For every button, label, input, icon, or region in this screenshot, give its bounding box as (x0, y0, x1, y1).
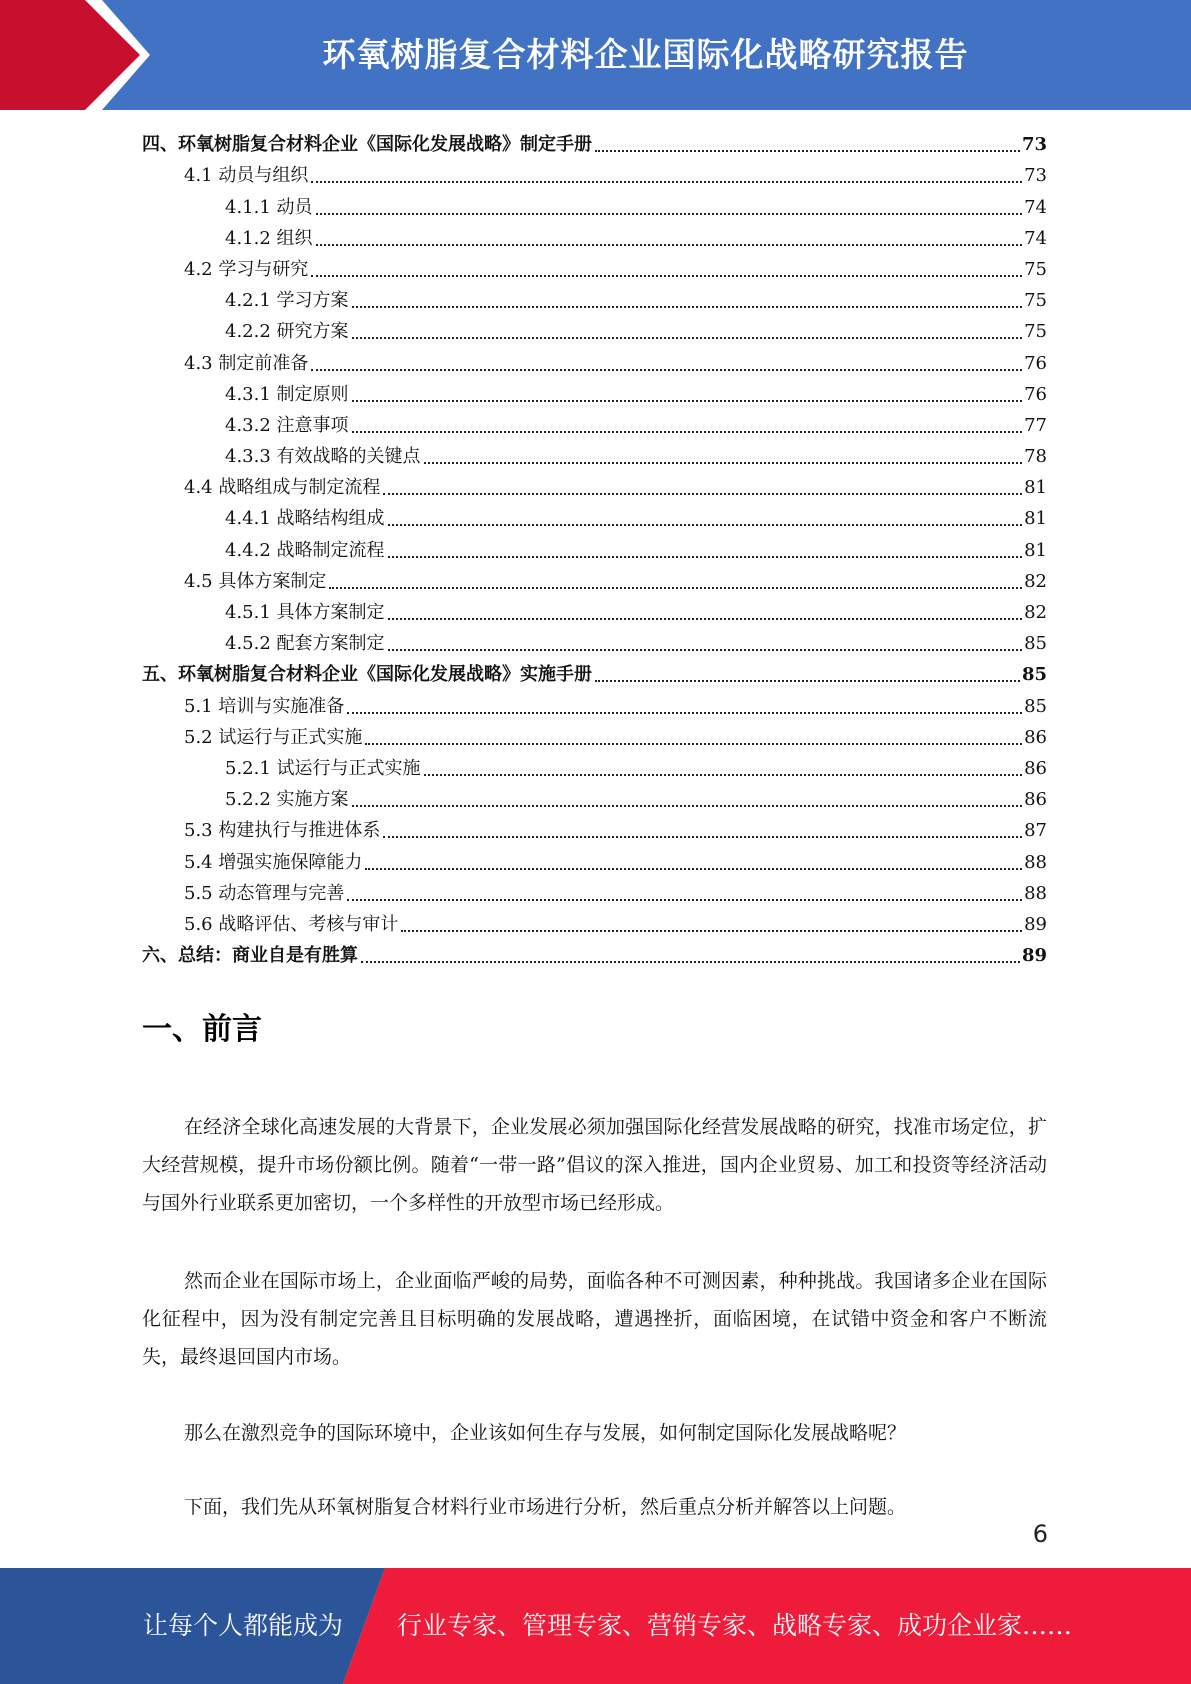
toc-dot-leader (388, 649, 1023, 651)
paragraph-4: 下面，我们先从环氧树脂复合材料行业市场进行分析，然后重点分析并解答以上问题。 (184, 1496, 907, 1518)
toc-entry-page: 78 (1024, 446, 1047, 468)
toc-dot-leader (361, 961, 1020, 963)
toc-entry[interactable] (142, 158, 1047, 189)
table-of-contents (142, 127, 1047, 969)
toc-entry-title: 4.5.2 配套方案制定 (225, 633, 385, 655)
paragraph-1: 在经济全球化高速发展的大背景下，企业发展必须加强国际化经营发展战略的研究，找准市场定位，扩大经营规模，提升市场份额比例。随着“一带一路”倡议的深入推进，国内企业贸易、加工和投资等经济活动与国外行业联系更加密切，一个多样性的开放型市场已经形成。 (142, 1116, 1047, 1214)
toc-entry-title: 5.2.1 试运行与正式实施 (225, 757, 421, 779)
toc-entry-title: 四、环氧树脂复合材料企业《国际化发展战略》制定手册 (142, 134, 592, 156)
toc-dot-leader (595, 680, 1020, 682)
toc-entry-title: 4.4.2 战略制定流程 (225, 539, 385, 561)
toc-entry[interactable] (142, 439, 1047, 470)
paragraph-2: 然而企业在国际市场上，企业面临严峻的局势，面临各种不可测因素，种种挑战。我国诸多企业在国际化征程中，因为没有制定完善且目标明确的发展战略，遭遇挫折，面临困境，在试错中资金和客户不断流失，最终退回国内市场。 (142, 1270, 1047, 1368)
toc-entry-title: 4.4.1 战略结构组成 (225, 508, 385, 530)
toc-entry-title: 5.2.2 实施方案 (225, 789, 349, 811)
toc-entry-page: 85 (1021, 664, 1047, 686)
toc-entry[interactable] (142, 938, 1047, 969)
toc-entry-page: 77 (1024, 414, 1047, 436)
toc-entry-page: 81 (1024, 477, 1047, 499)
toc-entry[interactable] (142, 189, 1047, 220)
header-banner (0, 0, 1191, 110)
footer-slogan-right: 行业专家、管理专家、营销专家、战略专家、成功企业家…… (397, 1611, 1073, 1640)
toc-entry-title: 五、环氧树脂复合材料企业《国际化发展战略》实施手册 (142, 664, 592, 686)
toc-dot-leader (352, 306, 1023, 308)
toc-dot-leader (316, 244, 1023, 246)
toc-dot-leader (347, 899, 1022, 901)
toc-entry-page: 85 (1024, 633, 1047, 655)
footer-banner (0, 1568, 1191, 1684)
toc-entry[interactable] (142, 844, 1047, 875)
toc-entry[interactable] (142, 501, 1047, 532)
toc-entry-page: 88 (1024, 882, 1047, 904)
toc-entry[interactable] (142, 283, 1047, 314)
toc-entry[interactable] (142, 408, 1047, 439)
toc-entry-page: 85 (1024, 695, 1047, 717)
toc-dot-leader (352, 805, 1023, 807)
toc-entry-title: 5.3 构建执行与推进体系 (184, 820, 381, 842)
footer-slogan-left: 让每个人都能成为 (143, 1611, 344, 1640)
toc-entry[interactable] (142, 314, 1047, 345)
toc-entry-page: 89 (1021, 945, 1047, 967)
toc-entry[interactable] (142, 221, 1047, 252)
toc-entry-page: 86 (1024, 757, 1047, 779)
toc-dot-leader (347, 712, 1022, 714)
toc-entry-page: 76 (1024, 383, 1047, 405)
toc-dot-leader (383, 493, 1022, 495)
toc-entry-title: 4.2 学习与研究 (184, 258, 309, 280)
toc-dot-leader (329, 587, 1022, 589)
toc-entry-page: 75 (1024, 321, 1047, 343)
toc-dot-leader (352, 400, 1023, 402)
page-number: 6 (1032, 1520, 1048, 1548)
toc-entry[interactable] (142, 127, 1047, 158)
toc-entry[interactable] (142, 688, 1047, 719)
toc-dot-leader (595, 150, 1020, 152)
toc-entry-title: 六、总结：商业自是有胜算 (142, 945, 358, 967)
toc-dot-leader (388, 618, 1023, 620)
paragraph-3: 那么在激烈竞争的国际环境中，企业该如何生存与发展，如何制定国际化发展战略呢？ (184, 1422, 907, 1444)
toc-dot-leader (311, 275, 1022, 277)
toc-entry-title: 4.4 战略组成与制定流程 (184, 477, 381, 499)
toc-dot-leader (365, 743, 1022, 745)
toc-dot-leader (424, 774, 1023, 776)
toc-entry-page: 74 (1024, 196, 1047, 218)
toc-dot-leader (311, 181, 1022, 183)
toc-dot-leader (352, 431, 1023, 433)
toc-entry[interactable] (142, 470, 1047, 501)
toc-entry[interactable] (142, 907, 1047, 938)
toc-dot-leader (424, 462, 1023, 464)
toc-entry-title: 4.3.1 制定原则 (225, 383, 349, 405)
toc-dot-leader (352, 337, 1023, 339)
section-heading: 一、前言 (142, 1012, 262, 1047)
toc-entry-title: 4.1.2 组织 (225, 227, 313, 249)
toc-entry-title: 5.5 动态管理与完善 (184, 882, 345, 904)
toc-dot-leader (401, 930, 1022, 932)
toc-dot-leader (388, 556, 1023, 558)
toc-entry[interactable] (142, 564, 1047, 595)
toc-entry-page: 86 (1024, 789, 1047, 811)
toc-entry[interactable] (142, 657, 1047, 688)
toc-entry[interactable] (142, 532, 1047, 563)
toc-entry-page: 88 (1024, 851, 1047, 873)
toc-entry[interactable] (142, 345, 1047, 376)
toc-entry-page: 75 (1024, 290, 1047, 312)
toc-entry-title: 5.1 培训与实施准备 (184, 695, 345, 717)
toc-entry-title: 4.3.3 有效战略的关键点 (225, 446, 421, 468)
toc-entry-page: 73 (1021, 134, 1047, 156)
toc-dot-leader (365, 868, 1022, 870)
toc-entry[interactable] (142, 751, 1047, 782)
toc-entry[interactable] (142, 252, 1047, 283)
toc-entry-title: 4.1.1 动员 (225, 196, 313, 218)
toc-entry[interactable] (142, 813, 1047, 844)
toc-entry-title: 4.5 具体方案制定 (184, 570, 327, 592)
toc-entry-title: 4.1 动员与组织 (184, 165, 309, 187)
toc-entry-page: 75 (1024, 258, 1047, 280)
toc-entry-page: 81 (1024, 508, 1047, 530)
toc-entry-page: 82 (1024, 602, 1047, 623)
toc-entry-title: 4.2.2 研究方案 (225, 321, 349, 343)
toc-entry-page: 81 (1024, 539, 1047, 561)
toc-entry[interactable] (142, 595, 1047, 626)
header-arrow-decoration (0, 0, 160, 110)
toc-entry-page: 82 (1024, 570, 1047, 592)
toc-entry[interactable] (142, 782, 1047, 813)
toc-entry-page: 76 (1024, 352, 1047, 374)
toc-entry-title: 5.6 战略评估、考核与审计 (184, 913, 399, 935)
toc-entry-title: 4.2.1 学习方案 (225, 290, 349, 312)
toc-entry[interactable] (142, 876, 1047, 907)
toc-entry[interactable] (142, 720, 1047, 751)
report-title: 环氧树脂复合材料企业国际化战略研究报告 (322, 35, 969, 74)
toc-entry-page: 87 (1024, 820, 1047, 842)
toc-entry-title: 5.4 增强实施保障能力 (184, 851, 363, 873)
toc-entry-page: 73 (1024, 165, 1047, 187)
toc-dot-leader (383, 836, 1022, 838)
toc-entry[interactable] (142, 377, 1047, 408)
toc-entry-page: 86 (1024, 726, 1047, 748)
toc-entry-page: 74 (1024, 227, 1047, 249)
toc-dot-leader (388, 524, 1023, 526)
toc-dot-leader (311, 369, 1022, 371)
toc-entry-title: 5.2 试运行与正式实施 (184, 726, 363, 748)
toc-entry-title: 4.5.1 具体方案制定 (225, 602, 385, 623)
toc-dot-leader (316, 213, 1023, 215)
toc-entry[interactable] (142, 626, 1047, 657)
toc-entry-title: 4.3 制定前准备 (184, 352, 309, 374)
toc-entry-page: 89 (1024, 913, 1047, 935)
toc-entry-title: 4.3.2 注意事项 (225, 414, 349, 436)
